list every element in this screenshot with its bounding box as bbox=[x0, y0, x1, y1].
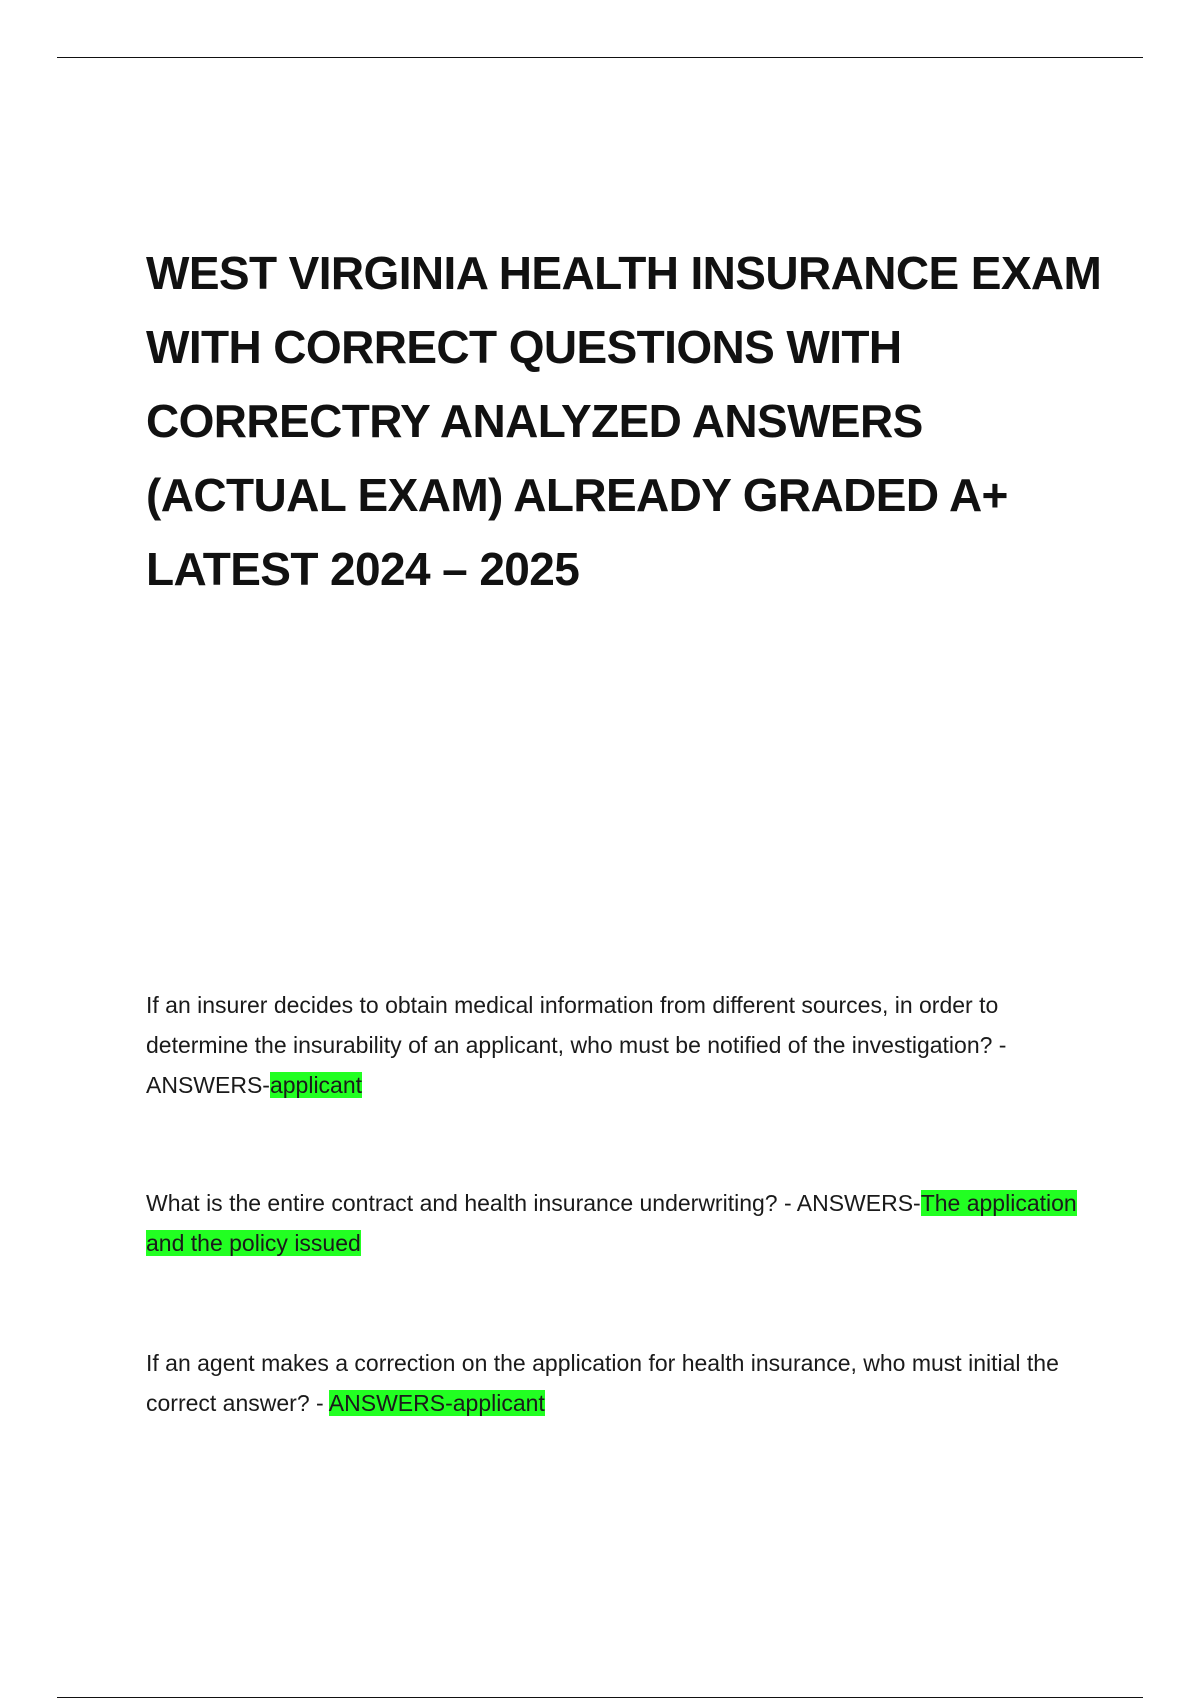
qa-item-1 bbox=[146, 985, 1086, 1105]
qa-item-3 bbox=[146, 1343, 1086, 1423]
document-title: WEST VIRGINIA HEALTH INSURANCE EXAM WITH CORRECT QUESTIONS WITH CORRECTRY ANALYZED ANSWERS (ACTUAL EXAM) ALREADY GRADED A+ LATEST 2024 – 2025 bbox=[146, 247, 1102, 595]
answer-highlight-2: The application and the policy issued bbox=[146, 1190, 1077, 1256]
question-text-2: What is the entire contract and health insurance underwriting? - ANSWERS- bbox=[146, 1190, 921, 1216]
top-rule bbox=[57, 57, 1143, 58]
question-text-1: If an insurer decides to obtain medical information from different sources, in order to determine the insurability of an applicant, who must be notified of the investigation? - ANSWERS- bbox=[146, 992, 1007, 1098]
question-text-3: If an agent makes a correction on the application for health insurance, who must initial the correct answer? - bbox=[146, 1350, 1059, 1416]
bottom-rule bbox=[57, 1697, 1143, 1698]
answer-highlight-3: ANSWERS-applicant bbox=[328, 1390, 545, 1416]
qa-item-2 bbox=[146, 1183, 1086, 1263]
answer-highlight-1: applicant bbox=[269, 1072, 363, 1098]
